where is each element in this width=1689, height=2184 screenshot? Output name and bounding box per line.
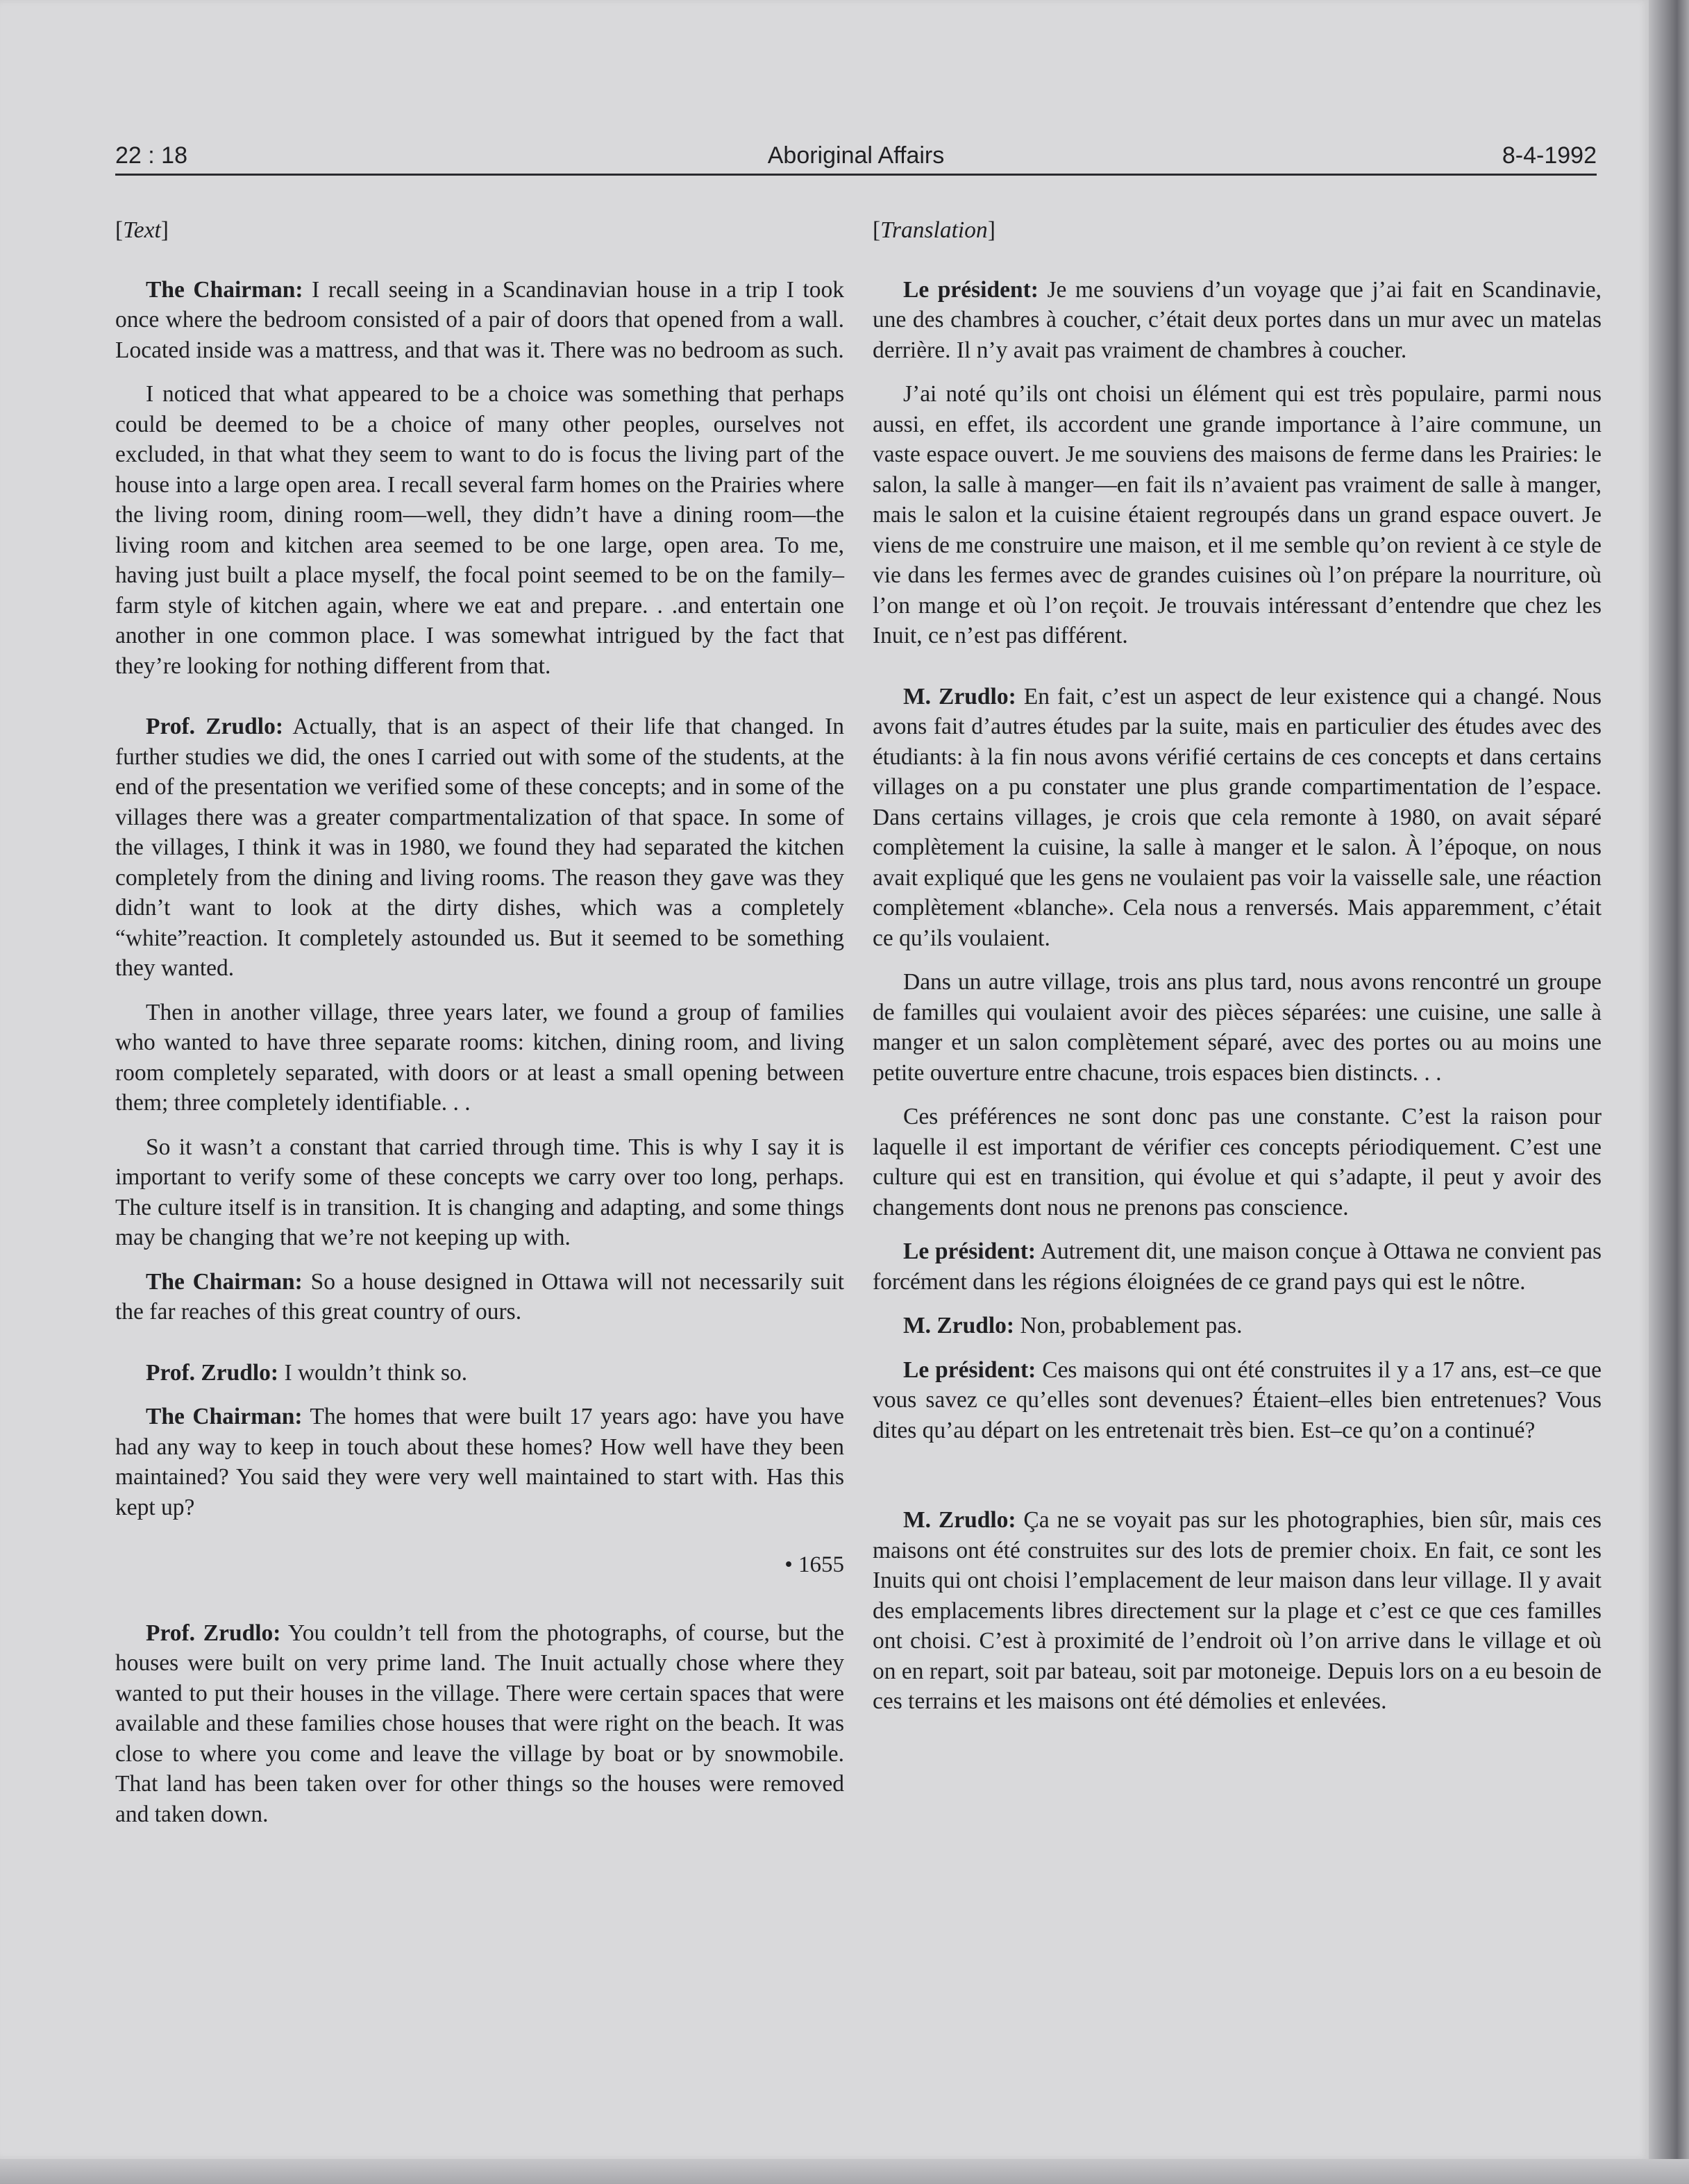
paragraph-text: I recall seeing in a Scandinavian house in a trip I took once where the bedroom consisted of a pair of doors that opened from a wall. Located inside was a mattress, and that was it. There was no bedroom as such. — [115, 276, 844, 363]
paragraph — [115, 1267, 844, 1327]
speaker-name: Prof. Zrudlo: — [146, 714, 283, 739]
speaker-name: M. Zrudlo: — [903, 683, 1016, 709]
paragraph — [115, 275, 844, 366]
paragraph-text: Je me souviens d’un voyage que j’ai fait en Scandinavie, une des chambres à coucher, c’était deux portes dans un mur avec un matelas derrière. Il n’y avait pas vraiment de chambres à coucher. — [873, 276, 1602, 363]
paragraph-text: I noticed that what appeared to be a choice was something that perhaps could be deemed to be a choice of many other peoples, ourselves not excluded, in that what they seem to want to do is focus the living part of the house into a large open area. I recall several farm homes on the Prairies where the living room, dining room—well, they didn’t have a dining room—the living room and kitchen area seemed to be one large, open area. To me, having just built a place myself, the focal point seemed to be on the family–farm style of kitchen again, where we eat and prepare. . .and entertain one another in one common place. I was somewhat intrigued by the fact that they’re looking for nothing different from that. — [115, 381, 844, 679]
book-spine-shadow — [1649, 0, 1689, 2184]
page-bottom-edge — [0, 2159, 1689, 2184]
column-label: [Text] — [115, 217, 169, 243]
paragraph — [115, 1402, 844, 1522]
paragraph — [115, 1132, 844, 1253]
paragraph — [115, 998, 844, 1118]
speaker-name: The Chairman: — [146, 276, 303, 303]
paragraph — [873, 1311, 1602, 1341]
paragraph-text: Actually, that is an aspect of their life that changed. In further studies we did, the ones I carried out with some of the students, at the end of the presentation we verified some of these concepts; and in some of the villages there was a greater compartmentalization of that space. In some of the villages, I think it was in 1980, we found they had separated the kitchen completely from the dining and living rooms. The reason they gave was they didn’t want to look at the dirty dishes, which was a completely “white”reaction. It completely astounded us. But it seemed to be something they wanted. — [115, 714, 844, 981]
paragraph — [873, 682, 1602, 954]
paragraph — [115, 379, 844, 681]
paragraph-text: Ces maisons qui ont été construites il y a 17 ans, est–ce que vous savez ce qu’elles sont devenues? Étaient–elles bien entretenues? Vous dites qu’au départ on les entretenait très bien. Est–ce qu’on a continué? — [873, 1356, 1602, 1443]
paragraph-text: The homes that were built 17 years ago: have you have had any way to keep in touch about these homes? How well have they been maintained? You said they were very well maintained to start with. Has this kept up? — [115, 1404, 844, 1520]
paragraph-text: So a house designed in Ottawa will not necessarily suit the far reaches of this great country of ours. — [115, 1268, 844, 1325]
paragraph — [873, 1102, 1602, 1223]
speaker-name: Prof. Zrudlo: — [146, 1620, 281, 1646]
speaker-name: Prof. Zrudlo: — [146, 1359, 279, 1386]
paragraph — [873, 1236, 1602, 1297]
speaker-name: The Chairman: — [146, 1404, 303, 1429]
speaker-name: Le président: — [903, 1356, 1036, 1383]
speaker-name: The Chairman: — [146, 1268, 303, 1295]
paragraph-text: Non, probablement pas. — [1014, 1313, 1243, 1338]
paragraph-text: Dans un autre village, trois ans plus tard, nous avons rencontré un groupe de familles qui voulaient avoir des pièces séparées: une cuisine, une salle à manger et un salon complètement séparé, avec des portes ou au moins une petite ouverture entre chacune, trois espaces bien distincts. . . — [873, 969, 1602, 1086]
paragraph — [873, 1355, 1602, 1446]
speaker-name: Le président: — [903, 276, 1039, 303]
paragraph — [873, 1505, 1602, 1717]
column-label: [Translation] — [873, 217, 995, 243]
speaker-name: M. Zrudlo: — [903, 1507, 1016, 1533]
english-column — [115, 215, 844, 1843]
page-number: 22 : 18 — [115, 142, 187, 169]
running-header — [115, 136, 1597, 176]
paragraph-text: Ces préférences ne sont donc pas une constante. C’est la raison pour laquelle il est important de vérifier ces concepts périodiquement. C’est une culture qui est en transition, qui évolue et qui s’adapte, il peut y avoir des changements dont nous ne prenons pas conscience. — [873, 1104, 1602, 1220]
speaker-name: M. Zrudlo: — [903, 1313, 1015, 1338]
paragraph — [115, 1358, 844, 1388]
paragraph-text: J’ai noté qu’ils ont choisi un élément qui est très populaire, parmi nous aussi, en effet, ils accordent une grande importance à l’aire commune, un vaste espace ouvert. Je me souviens des maisons de ferme dans les Prairies: le salon, la salle à manger—en fait ils n’avaient pas vraiment de salle à manger, mais le salon et la cuisine étaient regroupés dans un grand espace ouvert. Je viens de me construire une maison, et il me semble qu’on revient à ce style de vie dans les fermes avec de grandes cuisines où l’on prépare la nourriture, où l’on mange et où l’on reçoit. Je trouvais intéressant d’entendre que chez les Inuit, ce n’est pas différent. — [873, 381, 1602, 648]
paragraph — [873, 967, 1602, 1088]
speaker-name: Le président: — [903, 1238, 1036, 1264]
paragraph-text: Then in another village, three years later, we found a group of families who wanted to have three separate rooms: kitchen, dining room, and living room completely separated, with doors or at least a small opening between them; three completely identifiable. . . — [115, 999, 844, 1116]
publication-title: Aboriginal Affairs — [767, 142, 945, 169]
time-marker: • 1655 — [784, 1552, 844, 1577]
paragraph-text: Ça ne se voyait pas sur les photographies, bien sûr, mais ces maisons ont été construites sur des lots de premier choix. En fait, ce sont les Inuits qui ont choisi l’emplacement de leur maison dans leur village. Il y avait des emplacements libres directement sur la plage et c’est ce que ces familles ont choisi. C’est à proximité de l’endroit où l’on arrive dans le village et où on en repart, soit par bateau, soit par motoneige. Depuis lors on a eu besoin de ces terrains et les maisons ont été démolies et enlevées. — [873, 1507, 1602, 1714]
paragraph-text: En fait, c’est un aspect de leur existence qui a changé. Nous avons fait d’autres études par la suite, mais en particulier des études avec des étudiants: à la fin nous avons vérifié certains de ces concepts et dans certains villages on a pu constater une plus grande compartimentation de l’espace. Dans certains villages, je crois que cela remonte à 1980, on avait séparé complètement la cuisine, la salle à manger et le salon. À l’époque, on nous avait expliqué que les gens ne voulaient pas voir la vaisselle sale, une réaction complètement «blanche». Cela nous a renversés. Mais apparemment, c’était ce qu’ils voulaient. — [873, 683, 1602, 951]
paragraph-text: So it wasn’t a constant that carried through time. This is why I say it is important to verify some of these concepts we carry over too long, perhaps. The culture itself is in transition. It is changing and adapting, and some things may be changing that we’re not keeping up with. — [115, 1134, 844, 1250]
french-column — [873, 215, 1602, 1731]
paragraph — [115, 712, 844, 984]
paragraph — [115, 1618, 844, 1830]
paragraph-text: You couldn’t tell from the photographs, of course, but the houses were built on very prime land. The Inuit actually chose where they wanted to put their houses in the village. There were certain spaces that were available and these families chose houses that were right on the beach. It was close to where you come and leave the village by boat or by snowmobile. That land has been taken over for other things so the houses were removed and taken down. — [115, 1620, 845, 1827]
paragraph — [873, 379, 1602, 651]
paragraph-text: I wouldn’t think so. — [278, 1359, 468, 1386]
paragraph — [873, 275, 1602, 366]
header-date: 8-4-1992 — [1502, 142, 1597, 169]
paragraph-text: Autrement dit, une maison conçue à Ottawa ne convient pas forcément dans les régions éloignées de ce grand pays qui est le nôtre. — [873, 1238, 1602, 1295]
